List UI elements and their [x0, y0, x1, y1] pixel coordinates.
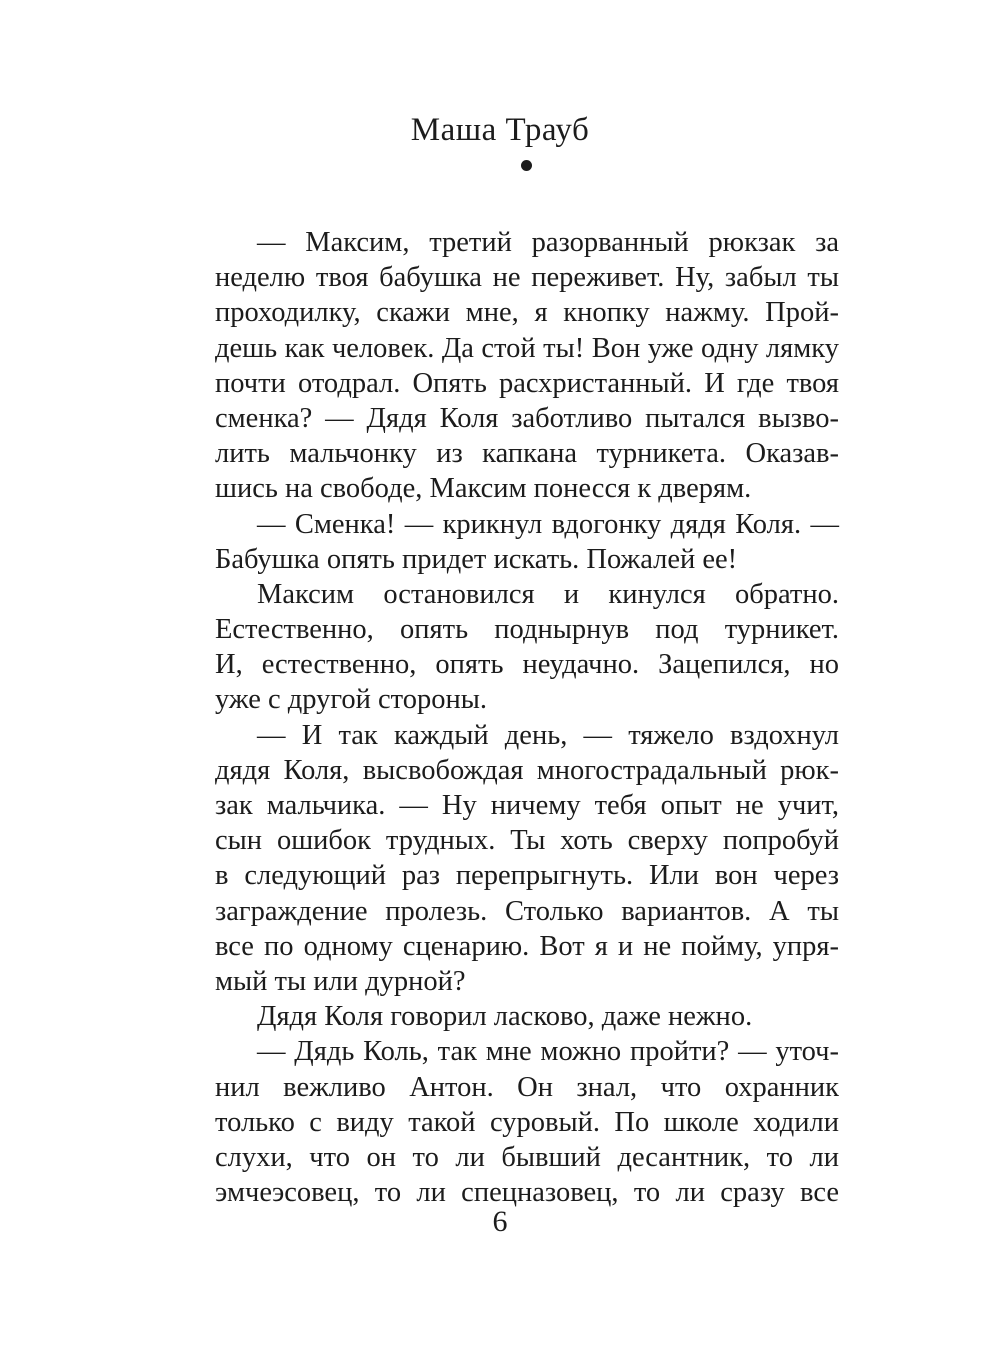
- text-line: И, естественно, опять неудачно. Зацепился, но: [215, 649, 839, 681]
- text-line: — Сменка! — крикнул вдогонку дядя Коля. —: [257, 508, 839, 540]
- text-line: дядя Коля, высвобождая многострадальный рюк-: [215, 754, 839, 786]
- ornament-dot: [521, 160, 532, 171]
- text-line: — Дядь Коль, так мне можно пройти? — уточ-: [257, 1036, 839, 1068]
- text-line: уже с другой стороны.: [215, 684, 487, 716]
- text-line: неделю твоя бабушка не переживет. Ну, забыл ты: [215, 262, 839, 294]
- text-line: Естественно, опять поднырнув под турникет.: [215, 614, 839, 646]
- text-line: Дядя Коля говорил ласково, даже нежно.: [257, 1001, 753, 1033]
- text-line: зак мальчика. — Ну ничему тебя опыт не учит,: [215, 790, 839, 821]
- body-text: [215, 225, 839, 1210]
- text-line: нил вежливо Антон. Он знал, что охранник: [215, 1071, 839, 1103]
- text-line: эмчеэсовец, то ли спецназовец, то ли сразу все: [215, 1177, 839, 1209]
- text-line: слухи, что он то ли бывший десантник, то ли: [215, 1141, 839, 1173]
- text-line: сменка? — Дядя Коля заботливо пытался вызво-: [215, 402, 839, 434]
- text-line: сын ошибок трудных. Ты хоть сверху попробуй: [215, 825, 839, 857]
- text-line: заграждение пролезь. Столько вариантов. А ты: [215, 895, 839, 927]
- page-number: 6: [492, 1205, 508, 1238]
- text-line: шись на свободе, Максим понесся к дверям.: [215, 473, 752, 505]
- text-line: лить мальчонку из капкана турникета. Оказав-: [215, 438, 839, 470]
- running-head-author: Маша Трауб: [410, 112, 590, 148]
- text-line: дешь как человек. Да стой ты! Вон уже одну лямку: [215, 332, 839, 364]
- text-line: Максим остановился и кинулся обратно.: [257, 578, 839, 610]
- text-line: Бабушка опять придет искать. Пожалей ее!: [215, 543, 738, 575]
- text-line: — И так каждый день, — тяжело вздохнул: [257, 719, 839, 751]
- text-line: почти отодрал. Опять расхристанный. И где твоя: [215, 367, 839, 399]
- text-line: только с виду такой суровый. По школе ходили: [215, 1106, 839, 1138]
- text-line: все по одному сценарию. Вот я и не пойму, упря-: [215, 930, 839, 962]
- text-line: проходилку, скажи мне, я кнопку нажму. Прой-: [215, 297, 839, 329]
- text-line: — Максим, третий разорванный рюкзак за: [257, 227, 839, 258]
- text-line: в следующий раз перепрыгнуть. Или вон через: [215, 860, 839, 892]
- text-line: мый ты или дурной?: [215, 965, 466, 997]
